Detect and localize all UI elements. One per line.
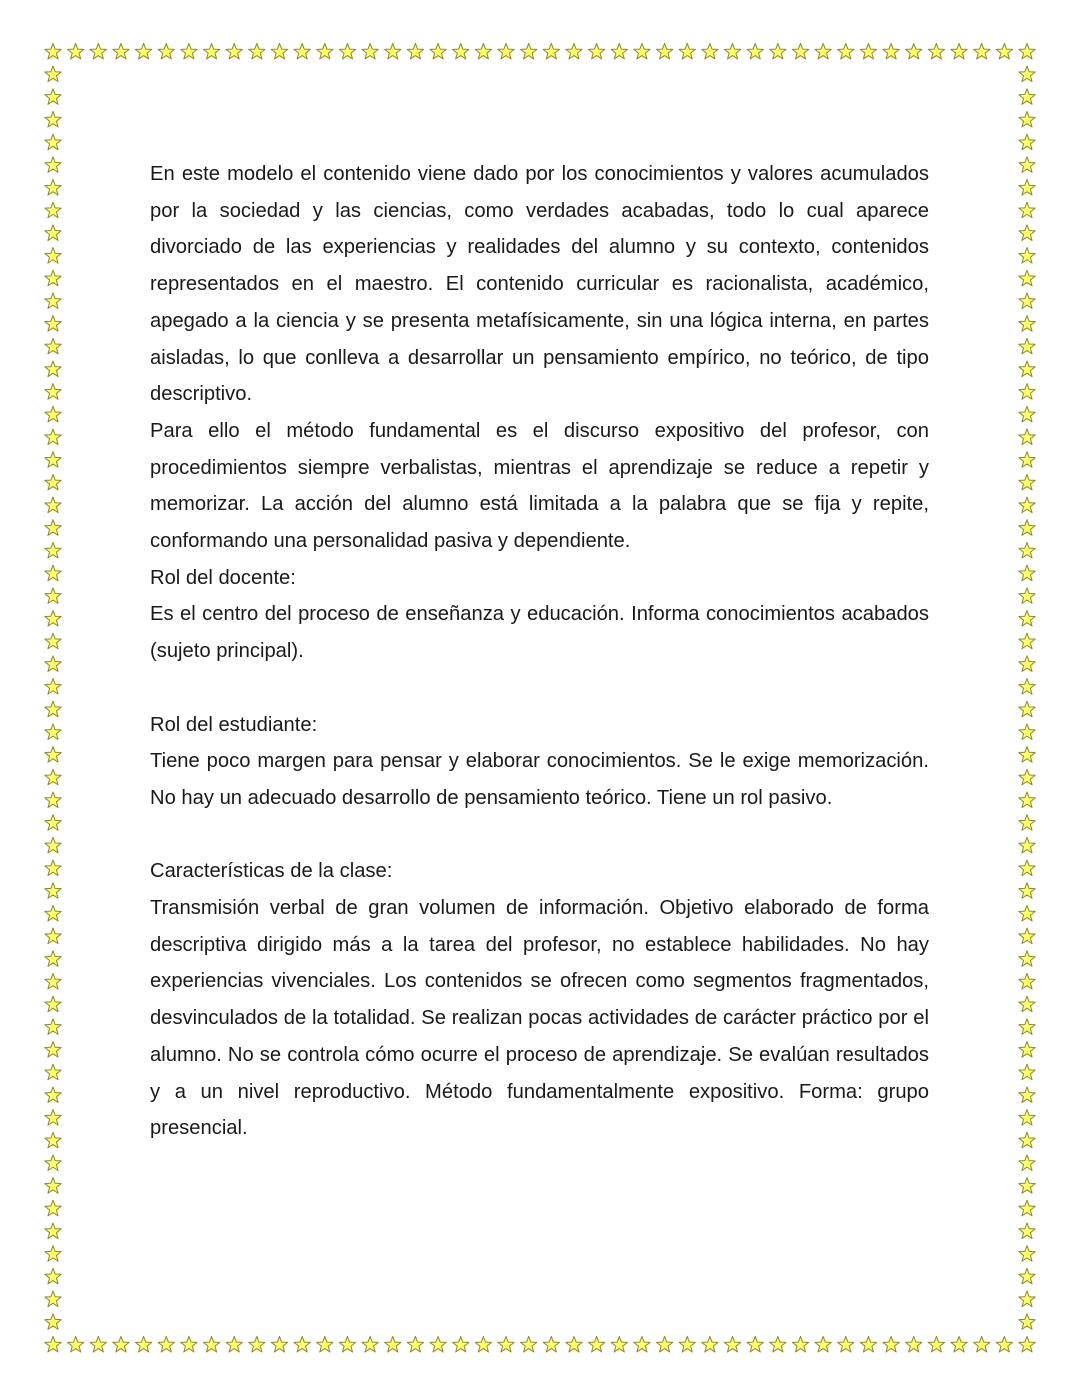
star-icon xyxy=(770,43,786,59)
star-icon xyxy=(407,43,423,59)
star-icon xyxy=(1019,1132,1035,1148)
star-icon xyxy=(45,520,61,536)
star-icon xyxy=(45,384,61,400)
star-icon xyxy=(1019,316,1035,332)
star-icon xyxy=(1019,520,1035,536)
star-icon xyxy=(45,1268,61,1284)
star-icon xyxy=(45,43,61,59)
star-icon xyxy=(1019,679,1035,695)
star-icon xyxy=(385,43,401,59)
star-icon xyxy=(45,1314,61,1330)
star-icon xyxy=(45,89,61,105)
star-icon xyxy=(45,1246,61,1262)
star-icon xyxy=(67,1336,83,1352)
star-icon xyxy=(996,1336,1012,1352)
star-icon xyxy=(45,270,61,286)
star-icon xyxy=(1019,951,1035,967)
star-icon xyxy=(339,1336,355,1352)
star-icon xyxy=(1019,837,1035,853)
star-icon xyxy=(45,1155,61,1171)
star-icon xyxy=(1019,293,1035,309)
star-icon xyxy=(906,43,922,59)
star-icon xyxy=(724,43,740,59)
star-icon xyxy=(45,1110,61,1126)
star-icon xyxy=(543,43,559,59)
star-icon xyxy=(679,1336,695,1352)
star-icon xyxy=(566,1336,582,1352)
star-icon xyxy=(1019,973,1035,989)
star-icon xyxy=(45,1042,61,1058)
star-icon xyxy=(90,1336,106,1352)
star-icon xyxy=(45,429,61,445)
star-icon xyxy=(453,1336,469,1352)
star-icon xyxy=(45,111,61,127)
paragraph-method: Para ello el método fundamental es el discurso expositivo del profesor, con procedimientos siempre verbalistas, mientras el aprendizaje se reduce a repetir y memorizar. La acción del alumno está limitada a la palabra que se fija y repite, conformando una personalidad pasiva y dependiente. xyxy=(150,419,929,553)
star-icon xyxy=(1019,1110,1035,1126)
star-icon xyxy=(1019,1087,1035,1103)
star-icon xyxy=(1019,1314,1035,1330)
star-icon xyxy=(1019,1042,1035,1058)
star-icon xyxy=(45,815,61,831)
star-icon xyxy=(1019,361,1035,377)
star-icon xyxy=(45,542,61,558)
star-icon xyxy=(1019,1246,1035,1262)
star-icon xyxy=(747,43,763,59)
star-icon xyxy=(634,43,650,59)
star-icon xyxy=(1019,883,1035,899)
star-icon xyxy=(883,1336,899,1352)
star-icon xyxy=(45,792,61,808)
star-icon xyxy=(1019,89,1035,105)
star-icon xyxy=(1019,633,1035,649)
star-icon xyxy=(860,43,876,59)
star-icon xyxy=(656,43,672,59)
star-icon xyxy=(45,724,61,740)
star-icon xyxy=(1019,1268,1035,1284)
star-icon xyxy=(1019,701,1035,717)
star-icon xyxy=(679,43,695,59)
star-icon xyxy=(1019,747,1035,763)
star-icon xyxy=(45,701,61,717)
star-icon xyxy=(45,66,61,82)
heading-teacher-role: Rol del docente: xyxy=(150,566,296,589)
star-icon xyxy=(45,338,61,354)
star-icon xyxy=(1019,996,1035,1012)
star-icon xyxy=(45,316,61,332)
star-icon xyxy=(135,43,151,59)
star-icon xyxy=(1019,905,1035,921)
star-icon xyxy=(702,1336,718,1352)
star-icon xyxy=(815,1336,831,1352)
star-icon xyxy=(951,1336,967,1352)
star-icon xyxy=(475,1336,491,1352)
star-icon xyxy=(317,43,333,59)
star-icon xyxy=(1019,724,1035,740)
star-icon xyxy=(1019,497,1035,513)
star-icon xyxy=(385,1336,401,1352)
star-icon xyxy=(45,656,61,672)
star-icon xyxy=(1019,611,1035,627)
star-icon xyxy=(702,43,718,59)
star-icon xyxy=(45,883,61,899)
star-icon xyxy=(1019,792,1035,808)
star-icon xyxy=(1019,1064,1035,1080)
star-icon xyxy=(45,1178,61,1194)
star-icon xyxy=(45,1200,61,1216)
star-icon xyxy=(45,293,61,309)
star-icon xyxy=(203,43,219,59)
star-icon xyxy=(611,1336,627,1352)
star-icon xyxy=(181,43,197,59)
paragraph-student-role: Tiene poco margen para pensar y elaborar conocimientos. Se le exige memorización. No hay un adecuado desarrollo de pensamiento teórico. Tiene un rol pasivo. xyxy=(150,750,929,809)
star-icon xyxy=(45,406,61,422)
star-icon xyxy=(996,43,1012,59)
star-icon xyxy=(860,1336,876,1352)
star-icon xyxy=(339,43,355,59)
paragraph-model-content: En este modelo el contenido viene dado por los conocimientos y valores acumulados por la sociedad y las ciencias, como verdades acabadas, todo lo cual aparece divorciado de las experiencias y realidades del alumno y su contexto, contenidos representados en el maestro. El contenido curricular es racionalista, académico, apegado a la ciencia y se presenta metafísicamente, sin una lógica interna, en partes aisladas, lo que conlleva a desarrollar un pensamiento empírico, no teórico, de tipo descriptivo. xyxy=(150,163,929,406)
star-icon xyxy=(45,134,61,150)
star-icon xyxy=(1019,565,1035,581)
star-icon xyxy=(1019,815,1035,831)
star-icon xyxy=(1019,1019,1035,1035)
star-icon xyxy=(1019,43,1035,59)
heading-class-characteristics: Características de la clase: xyxy=(150,860,393,883)
star-icon xyxy=(521,1336,537,1352)
star-icon xyxy=(45,180,61,196)
star-icon xyxy=(1019,157,1035,173)
star-icon xyxy=(67,43,83,59)
star-icon xyxy=(928,1336,944,1352)
star-icon xyxy=(430,43,446,59)
star-icon xyxy=(45,747,61,763)
star-icon xyxy=(45,905,61,921)
star-icon xyxy=(226,43,242,59)
star-icon xyxy=(45,860,61,876)
star-icon xyxy=(974,1336,990,1352)
star-icon xyxy=(838,1336,854,1352)
star-icon xyxy=(1019,180,1035,196)
star-icon xyxy=(1019,928,1035,944)
star-icon xyxy=(475,43,491,59)
star-icon xyxy=(45,588,61,604)
star-icon xyxy=(1019,111,1035,127)
star-icon xyxy=(1019,384,1035,400)
star-icon xyxy=(226,1336,242,1352)
star-icon xyxy=(45,1064,61,1080)
star-icon xyxy=(883,43,899,59)
star-icon xyxy=(1019,588,1035,604)
star-icon xyxy=(1019,769,1035,785)
star-icon xyxy=(181,1336,197,1352)
star-icon xyxy=(498,43,514,59)
star-icon xyxy=(362,1336,378,1352)
star-icon xyxy=(1019,248,1035,264)
star-icon xyxy=(271,1336,287,1352)
star-icon xyxy=(634,1336,650,1352)
star-icon xyxy=(317,1336,333,1352)
star-icon xyxy=(45,497,61,513)
star-icon xyxy=(1019,1223,1035,1239)
star-icon xyxy=(45,1132,61,1148)
star-icon xyxy=(45,928,61,944)
star-icon xyxy=(45,248,61,264)
star-icon xyxy=(566,43,582,59)
star-icon xyxy=(294,43,310,59)
star-icon xyxy=(203,1336,219,1352)
star-icon xyxy=(951,43,967,59)
star-icon xyxy=(1019,656,1035,672)
star-icon xyxy=(1019,66,1035,82)
star-icon xyxy=(838,43,854,59)
star-icon xyxy=(588,43,604,59)
star-icon xyxy=(1019,542,1035,558)
star-icon xyxy=(45,202,61,218)
star-icon xyxy=(45,1223,61,1239)
star-icon xyxy=(113,1336,129,1352)
star-icon xyxy=(1019,474,1035,490)
star-icon xyxy=(430,1336,446,1352)
star-icon xyxy=(770,1336,786,1352)
star-icon xyxy=(792,43,808,59)
star-icon xyxy=(1019,270,1035,286)
star-icon xyxy=(1019,1291,1035,1307)
star-icon xyxy=(1019,338,1035,354)
star-icon xyxy=(1019,202,1035,218)
star-icon xyxy=(158,43,174,59)
star-icon xyxy=(1019,406,1035,422)
star-icon xyxy=(294,1336,310,1352)
star-icon xyxy=(113,43,129,59)
star-icon xyxy=(1019,1336,1035,1352)
star-icon xyxy=(611,43,627,59)
star-icon xyxy=(906,1336,922,1352)
star-icon xyxy=(1019,1178,1035,1194)
star-icon xyxy=(747,1336,763,1352)
star-icon xyxy=(815,43,831,59)
star-icon xyxy=(249,1336,265,1352)
star-icon xyxy=(1019,1155,1035,1171)
star-icon xyxy=(45,633,61,649)
star-icon xyxy=(135,1336,151,1352)
star-icon xyxy=(45,679,61,695)
star-icon xyxy=(1019,452,1035,468)
star-icon xyxy=(724,1336,740,1352)
star-icon xyxy=(453,43,469,59)
star-icon xyxy=(45,769,61,785)
star-icon xyxy=(45,157,61,173)
star-icon xyxy=(1019,225,1035,241)
star-icon xyxy=(45,973,61,989)
star-icon xyxy=(45,837,61,853)
star-icon xyxy=(45,1336,61,1352)
document-body xyxy=(150,156,929,1147)
star-icon xyxy=(521,43,537,59)
star-icon xyxy=(45,1019,61,1035)
star-icon xyxy=(543,1336,559,1352)
star-icon xyxy=(1019,1200,1035,1216)
star-icon xyxy=(792,1336,808,1352)
star-icon xyxy=(1019,429,1035,445)
star-icon xyxy=(45,225,61,241)
star-icon xyxy=(45,361,61,377)
star-icon xyxy=(407,1336,423,1352)
paragraph-class-characteristics: Transmisión verbal de gran volumen de información. Objetivo elaborado de forma descriptiva dirigido más a la tarea del profesor, no establece habilidades. No hay experiencias vivenciales. Los contenidos se ofrecen como segmentos fragmentados, desvinculados de la totalidad. Se realizan pocas actividades de carácter práctico por el alumno. No se controla cómo ocurre el proceso de aprendizaje. Se evalúan resultados y a un nivel reproductivo. Método fundamentalmente expositivo. Forma: grupo presencial. xyxy=(150,897,929,1140)
star-icon xyxy=(1019,134,1035,150)
star-icon xyxy=(45,996,61,1012)
star-icon xyxy=(45,565,61,581)
star-icon xyxy=(90,43,106,59)
star-icon xyxy=(588,1336,604,1352)
star-icon xyxy=(928,43,944,59)
star-icon xyxy=(656,1336,672,1352)
heading-student-role: Rol del estudiante: xyxy=(150,713,318,736)
star-icon xyxy=(45,474,61,490)
star-icon xyxy=(249,43,265,59)
blank-line xyxy=(150,817,929,854)
star-icon xyxy=(45,452,61,468)
star-icon xyxy=(362,43,378,59)
star-icon xyxy=(45,611,61,627)
star-icon xyxy=(45,1087,61,1103)
star-icon xyxy=(271,43,287,59)
star-icon xyxy=(158,1336,174,1352)
star-icon xyxy=(45,1291,61,1307)
star-icon xyxy=(45,951,61,967)
star-icon xyxy=(974,43,990,59)
blank-line xyxy=(150,670,929,707)
star-icon xyxy=(1019,860,1035,876)
star-icon xyxy=(498,1336,514,1352)
paragraph-teacher-role: Es el centro del proceso de enseñanza y educación. Informa conocimientos acabados (sujeto principal). xyxy=(150,603,929,663)
